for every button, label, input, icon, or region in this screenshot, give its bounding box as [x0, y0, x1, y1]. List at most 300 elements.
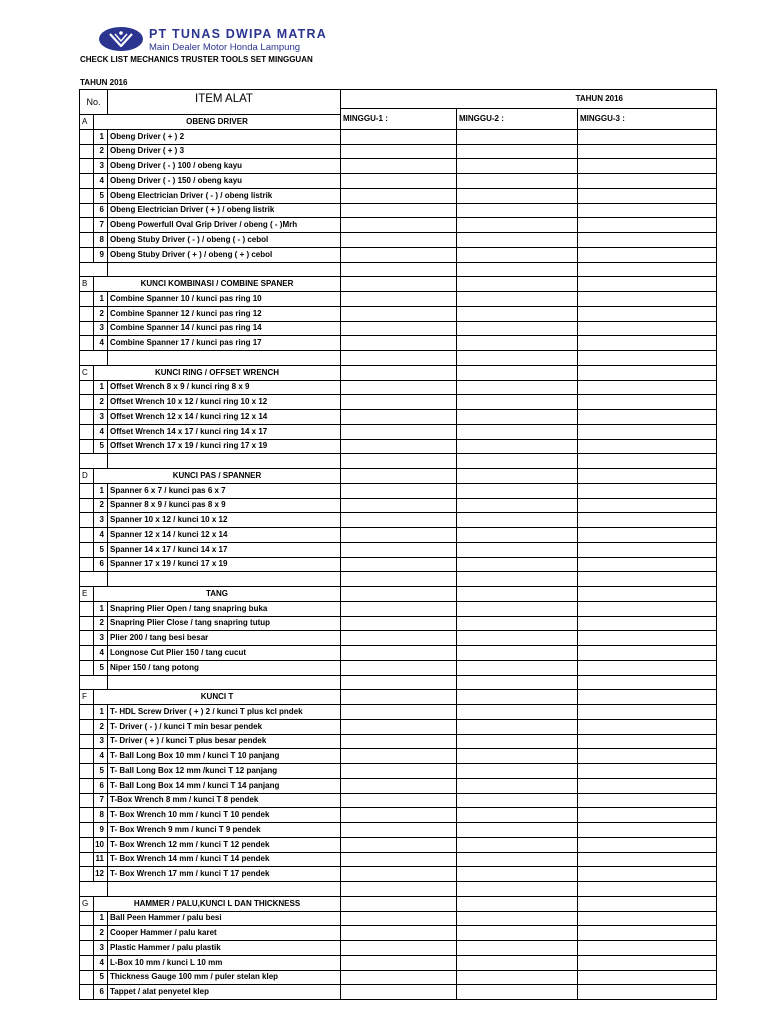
- week-2-cell[interactable]: [457, 823, 578, 838]
- week-2-cell[interactable]: [457, 852, 578, 867]
- week-1-cell[interactable]: [341, 675, 457, 690]
- week-2-cell[interactable]: [457, 631, 578, 646]
- week-2-cell[interactable]: [457, 395, 578, 410]
- week-3-cell[interactable]: [578, 926, 717, 941]
- blank-row: [80, 351, 717, 366]
- week-1-cell[interactable]: [341, 306, 457, 321]
- item-name: Obeng Stuby Driver ( - ) / obeng ( - ) cebol: [108, 233, 341, 248]
- week-1-cell[interactable]: [341, 705, 457, 720]
- table-row: [80, 380, 717, 395]
- table-row: [80, 778, 717, 793]
- table-row: [80, 439, 717, 454]
- week-3-cell[interactable]: [578, 247, 717, 262]
- item-number: 1: [94, 911, 108, 926]
- item-number: 3: [94, 941, 108, 956]
- table-row: [80, 616, 717, 631]
- item-number: 10: [94, 837, 108, 852]
- week-2-cell[interactable]: [457, 262, 578, 277]
- week-3-cell[interactable]: [578, 336, 717, 351]
- item-number: 6: [94, 557, 108, 572]
- table-row: [80, 424, 717, 439]
- week-1-cell[interactable]: [341, 365, 457, 380]
- week-1-cell[interactable]: [341, 882, 457, 897]
- item-number: 3: [94, 631, 108, 646]
- week-2-cell[interactable]: [457, 646, 578, 661]
- week-3-cell[interactable]: [578, 631, 717, 646]
- week-1-cell[interactable]: [341, 660, 457, 675]
- week-1-cell[interactable]: [341, 454, 457, 469]
- week-3-cell[interactable]: [578, 513, 717, 528]
- item-number: 2: [94, 306, 108, 321]
- week-2-cell[interactable]: [457, 528, 578, 543]
- blank-row: [80, 675, 717, 690]
- week-2-cell[interactable]: [457, 483, 578, 498]
- item-number: 1: [94, 705, 108, 720]
- week-1-cell[interactable]: [341, 852, 457, 867]
- week-3-cell[interactable]: [578, 292, 717, 307]
- table-row: [80, 513, 717, 528]
- row-spacer: [80, 483, 94, 498]
- week-3-cell[interactable]: [578, 424, 717, 439]
- table-row: [80, 188, 717, 203]
- row-spacer: [80, 233, 94, 248]
- section-letter: B: [80, 277, 94, 292]
- week-1-cell[interactable]: [341, 203, 457, 218]
- week-1-cell[interactable]: [341, 631, 457, 646]
- item-name: Spanner 6 x 7 / kunci pas 6 x 7: [108, 483, 341, 498]
- table-row: [80, 719, 717, 734]
- week-3-cell[interactable]: [578, 218, 717, 233]
- item-name: Combine Spanner 17 / kunci pas ring 17: [108, 336, 341, 351]
- week-2-cell[interactable]: [457, 587, 578, 602]
- row-spacer: [80, 926, 94, 941]
- week-1-cell[interactable]: [341, 985, 457, 1000]
- section-letter: G: [80, 896, 94, 911]
- week-1-cell[interactable]: [341, 601, 457, 616]
- section-letter: D: [80, 469, 94, 484]
- row-spacer: [80, 557, 94, 572]
- week-1-cell[interactable]: [341, 616, 457, 631]
- item-number: 2: [94, 395, 108, 410]
- table-row: [80, 233, 717, 248]
- item-name: Offset Wrench 10 x 12 / kunci ring 10 x 12: [108, 395, 341, 410]
- week-1-cell[interactable]: [341, 970, 457, 985]
- week-3-cell[interactable]: [578, 174, 717, 189]
- week-2-cell[interactable]: [457, 247, 578, 262]
- week-1-cell[interactable]: [341, 734, 457, 749]
- week-3-cell[interactable]: [578, 911, 717, 926]
- week-1-cell[interactable]: [341, 174, 457, 189]
- week-1-cell[interactable]: [341, 587, 457, 602]
- item-name: Offset Wrench 14 x 17 / kunci ring 14 x 17: [108, 424, 341, 439]
- item-name: Offset Wrench 8 x 9 / kunci ring 8 x 9: [108, 380, 341, 395]
- week-2-cell[interactable]: [457, 734, 578, 749]
- table-row: [80, 203, 717, 218]
- week-3-cell[interactable]: [578, 159, 717, 174]
- week-2-cell[interactable]: [457, 129, 578, 144]
- item-number: 8: [94, 808, 108, 823]
- week-3-cell[interactable]: [578, 985, 717, 1000]
- week-1-cell[interactable]: [341, 277, 457, 292]
- row-spacer: [80, 498, 94, 513]
- week-1-cell[interactable]: [341, 218, 457, 233]
- table-row: [80, 292, 717, 307]
- week-2-cell[interactable]: [457, 837, 578, 852]
- week-2-cell[interactable]: [457, 306, 578, 321]
- week-3-cell[interactable]: [578, 144, 717, 159]
- blank-row: [80, 882, 717, 897]
- week-2-cell[interactable]: [457, 188, 578, 203]
- item-number: 12: [94, 867, 108, 882]
- week-3-cell[interactable]: [578, 955, 717, 970]
- week-1-cell[interactable]: [341, 262, 457, 277]
- table-row: [80, 646, 717, 661]
- week-1-cell[interactable]: [341, 793, 457, 808]
- table-row: [80, 749, 717, 764]
- item-name: Combine Spanner 10 / kunci pas ring 10: [108, 292, 341, 307]
- week-1-cell[interactable]: [341, 557, 457, 572]
- week-3-cell[interactable]: [578, 970, 717, 985]
- table-row: [80, 793, 717, 808]
- section-title: KUNCI PAS / SPANNER: [94, 469, 341, 484]
- item-number: 2: [94, 616, 108, 631]
- item-name: T- Ball Long Box 14 mm / kunci T 14 panjang: [108, 778, 341, 793]
- week-2-cell[interactable]: [457, 675, 578, 690]
- row-spacer: [80, 985, 94, 1000]
- week-1-cell[interactable]: [341, 823, 457, 838]
- item-number: 2: [94, 926, 108, 941]
- week-2-cell[interactable]: [457, 498, 578, 513]
- row-spacer: [80, 292, 94, 307]
- week-1-cell[interactable]: [341, 410, 457, 425]
- week-2-cell[interactable]: [457, 233, 578, 248]
- week-1-cell[interactable]: [341, 159, 457, 174]
- week-2-cell[interactable]: [457, 778, 578, 793]
- week-3-cell[interactable]: [578, 646, 717, 661]
- week-1-cell[interactable]: [341, 542, 457, 557]
- item-name: T- HDL Screw Driver ( + ) 2 / kunci T plus kcl pndek: [108, 705, 341, 720]
- blank-cell: [80, 262, 108, 277]
- item-name: Snapring Plier Open / tang snapring buka: [108, 601, 341, 616]
- blank-row: [80, 454, 717, 469]
- week-2-cell[interactable]: [457, 690, 578, 705]
- week-1-cell[interactable]: [341, 247, 457, 262]
- week-3-cell[interactable]: [578, 351, 717, 366]
- week-1-cell[interactable]: [341, 719, 457, 734]
- week-1-cell[interactable]: [341, 955, 457, 970]
- week-2-cell[interactable]: [457, 380, 578, 395]
- table-row: [80, 129, 717, 144]
- week-1-cell[interactable]: [341, 498, 457, 513]
- table-row: [80, 557, 717, 572]
- week-3-cell[interactable]: [578, 188, 717, 203]
- row-spacer: [80, 159, 94, 174]
- week-3-cell[interactable]: [578, 719, 717, 734]
- week-1-cell[interactable]: [341, 926, 457, 941]
- week-3-cell[interactable]: [578, 823, 717, 838]
- week-3-cell[interactable]: [578, 365, 717, 380]
- week-3-cell[interactable]: [578, 203, 717, 218]
- week-1-cell[interactable]: [341, 483, 457, 498]
- item-name: Spanner 17 x 19 / kunci 17 x 19: [108, 557, 341, 572]
- week-2-cell[interactable]: [457, 218, 578, 233]
- week-2-cell[interactable]: [457, 793, 578, 808]
- row-spacer: [80, 749, 94, 764]
- section-header-row: [80, 690, 717, 705]
- table-row: [80, 867, 717, 882]
- table-row: [80, 808, 717, 823]
- week-3-cell[interactable]: [578, 306, 717, 321]
- item-number: 6: [94, 203, 108, 218]
- week-2-cell[interactable]: [457, 542, 578, 557]
- row-spacer: [80, 660, 94, 675]
- week-3-cell[interactable]: [578, 498, 717, 513]
- week-3-cell[interactable]: [578, 587, 717, 602]
- week-1-cell[interactable]: [341, 896, 457, 911]
- table-row: [80, 941, 717, 956]
- item-name: Tappet / alat penyetel klep: [108, 985, 341, 1000]
- week-2-cell[interactable]: [457, 616, 578, 631]
- week-3-cell[interactable]: [578, 483, 717, 498]
- week-2-cell[interactable]: [457, 985, 578, 1000]
- week-3-cell[interactable]: [578, 542, 717, 557]
- week-2-cell[interactable]: [457, 719, 578, 734]
- week-2-cell[interactable]: [457, 867, 578, 882]
- blank-cell: [80, 572, 108, 587]
- item-name: Plastic Hammer / palu plastik: [108, 941, 341, 956]
- week-3-cell[interactable]: [578, 277, 717, 292]
- item-name: Obeng Electrician Driver ( - ) / obeng listrik: [108, 188, 341, 203]
- section-letter: A: [80, 115, 94, 130]
- week-3-cell[interactable]: [578, 601, 717, 616]
- week-1-cell[interactable]: [341, 129, 457, 144]
- item-name: T- Driver ( + ) / kunci T plus besar pendek: [108, 734, 341, 749]
- item-number: 5: [94, 970, 108, 985]
- week-3-cell[interactable]: [578, 808, 717, 823]
- section-title: HAMMER / PALU,KUNCI L DAN THICKNESS: [94, 896, 341, 911]
- week-1-cell[interactable]: [341, 351, 457, 366]
- week-3-cell[interactable]: [578, 395, 717, 410]
- item-name: Longnose Cut Plier 150 / tang cucut: [108, 646, 341, 661]
- table-row: [80, 542, 717, 557]
- week-3-cell[interactable]: [578, 454, 717, 469]
- week-1-cell[interactable]: [341, 439, 457, 454]
- item-name: Spanner 14 x 17 / kunci 14 x 17: [108, 542, 341, 557]
- week-2-cell[interactable]: [457, 336, 578, 351]
- week-2-cell[interactable]: [457, 660, 578, 675]
- week-2-cell[interactable]: [457, 174, 578, 189]
- week-1-cell[interactable]: [341, 778, 457, 793]
- week-3-cell[interactable]: [578, 262, 717, 277]
- week-1-cell[interactable]: [341, 749, 457, 764]
- week-2-cell[interactable]: [457, 469, 578, 484]
- week-2-cell[interactable]: [457, 808, 578, 823]
- week-2-cell[interactable]: [457, 572, 578, 587]
- week-2-cell[interactable]: [457, 365, 578, 380]
- week-3-header: MINGGU-3 :: [578, 108, 717, 129]
- week-3-cell[interactable]: [578, 749, 717, 764]
- week-2-cell[interactable]: [457, 410, 578, 425]
- blank-cell: [80, 351, 108, 366]
- week-2-cell[interactable]: [457, 749, 578, 764]
- item-number: 3: [94, 513, 108, 528]
- item-name: Spanner 8 x 9 / kunci pas 8 x 9: [108, 498, 341, 513]
- week-2-cell[interactable]: [457, 926, 578, 941]
- week-3-cell[interactable]: [578, 867, 717, 882]
- item-number: 5: [94, 188, 108, 203]
- week-1-cell[interactable]: [341, 321, 457, 336]
- week-1-cell[interactable]: [341, 911, 457, 926]
- week-2-cell[interactable]: [457, 277, 578, 292]
- week-2-cell[interactable]: [457, 882, 578, 897]
- item-name: T- Driver ( - ) / kunci T min besar pendek: [108, 719, 341, 734]
- row-spacer: [80, 439, 94, 454]
- item-name: T-Box Wrench 8 mm / kunci T 8 pendek: [108, 793, 341, 808]
- week-2-cell[interactable]: [457, 203, 578, 218]
- week-2-cell[interactable]: [457, 351, 578, 366]
- row-spacer: [80, 174, 94, 189]
- week-2-cell[interactable]: [457, 896, 578, 911]
- item-number: 5: [94, 660, 108, 675]
- week-3-cell[interactable]: [578, 705, 717, 720]
- row-spacer: [80, 513, 94, 528]
- row-spacer: [80, 955, 94, 970]
- blank-cell: [108, 572, 341, 587]
- week-2-cell[interactable]: [457, 424, 578, 439]
- week-2-cell[interactable]: [457, 321, 578, 336]
- week-3-cell[interactable]: [578, 410, 717, 425]
- week-3-cell[interactable]: [578, 793, 717, 808]
- week-3-cell[interactable]: [578, 734, 717, 749]
- table-row: [80, 852, 717, 867]
- company-logo-icon: [98, 26, 144, 52]
- item-number: 5: [94, 439, 108, 454]
- week-3-cell[interactable]: [578, 469, 717, 484]
- week-3-cell[interactable]: [578, 675, 717, 690]
- week-1-cell[interactable]: [341, 336, 457, 351]
- item-number: 8: [94, 233, 108, 248]
- item-name: Offset Wrench 17 x 19 / kunci ring 17 x 19: [108, 439, 341, 454]
- week-3-cell[interactable]: [578, 941, 717, 956]
- section-letter: E: [80, 587, 94, 602]
- week-3-cell[interactable]: [578, 321, 717, 336]
- week-3-cell[interactable]: [578, 690, 717, 705]
- week-3-cell[interactable]: [578, 557, 717, 572]
- section-letter: C: [80, 365, 94, 380]
- week-2-cell[interactable]: [457, 144, 578, 159]
- blank-cell: [108, 675, 341, 690]
- item-name: Obeng Driver ( - ) 150 / obeng kayu: [108, 174, 341, 189]
- week-2-cell[interactable]: [457, 705, 578, 720]
- section-header-row: [80, 277, 717, 292]
- item-number: 6: [94, 985, 108, 1000]
- week-3-cell[interactable]: [578, 439, 717, 454]
- table-row: [80, 837, 717, 852]
- week-1-cell[interactable]: [341, 424, 457, 439]
- week-3-cell[interactable]: [578, 233, 717, 248]
- week-1-cell[interactable]: [341, 469, 457, 484]
- week-2-cell[interactable]: [457, 911, 578, 926]
- blank-row: [80, 262, 717, 277]
- week-1-cell[interactable]: [341, 837, 457, 852]
- week-2-cell[interactable]: [457, 970, 578, 985]
- week-2-cell[interactable]: [457, 941, 578, 956]
- week-1-cell[interactable]: [341, 188, 457, 203]
- week-1-cell[interactable]: [341, 867, 457, 882]
- week-3-cell[interactable]: [578, 660, 717, 675]
- week-3-cell[interactable]: [578, 778, 717, 793]
- week-2-cell[interactable]: [457, 454, 578, 469]
- item-name: Cooper Hammer / palu karet: [108, 926, 341, 941]
- week-3-cell[interactable]: [578, 616, 717, 631]
- item-number: 4: [94, 336, 108, 351]
- item-name: T- Box Wrench 9 mm / kunci T 9 pendek: [108, 823, 341, 838]
- blank-cell: [108, 882, 341, 897]
- row-spacer: [80, 616, 94, 631]
- checklist-table: [79, 89, 717, 1000]
- week-3-cell[interactable]: [578, 764, 717, 779]
- table-row: [80, 764, 717, 779]
- row-spacer: [80, 188, 94, 203]
- week-2-cell[interactable]: [457, 439, 578, 454]
- week-3-cell[interactable]: [578, 882, 717, 897]
- week-2-cell[interactable]: [457, 955, 578, 970]
- week-1-cell[interactable]: [341, 764, 457, 779]
- week-1-cell[interactable]: [341, 233, 457, 248]
- week-1-cell[interactable]: [341, 144, 457, 159]
- week-2-cell[interactable]: [457, 513, 578, 528]
- week-3-cell[interactable]: [578, 852, 717, 867]
- week-1-cell[interactable]: [341, 528, 457, 543]
- week-2-cell[interactable]: [457, 764, 578, 779]
- week-3-cell[interactable]: [578, 837, 717, 852]
- item-name: Spanner 12 x 14 / kunci 12 x 14: [108, 528, 341, 543]
- blank-cell: [80, 882, 108, 897]
- week-3-cell[interactable]: [578, 129, 717, 144]
- week-3-cell[interactable]: [578, 572, 717, 587]
- week-1-cell[interactable]: [341, 646, 457, 661]
- no-column-header: No.: [80, 90, 108, 115]
- week-2-cell[interactable]: [457, 292, 578, 307]
- table-row: [80, 970, 717, 985]
- item-number: 1: [94, 601, 108, 616]
- table-row: [80, 306, 717, 321]
- week-1-cell[interactable]: [341, 380, 457, 395]
- week-1-cell[interactable]: [341, 513, 457, 528]
- row-spacer: [80, 808, 94, 823]
- week-1-cell[interactable]: [341, 395, 457, 410]
- year-column-header: TAHUN 2016: [341, 90, 717, 109]
- week-1-cell[interactable]: [341, 690, 457, 705]
- item-number: 1: [94, 292, 108, 307]
- week-3-cell[interactable]: [578, 896, 717, 911]
- week-1-cell[interactable]: [341, 292, 457, 307]
- item-name: Ball Peen Hammer / palu besi: [108, 911, 341, 926]
- row-spacer: [80, 321, 94, 336]
- item-number: 4: [94, 424, 108, 439]
- week-2-cell[interactable]: [457, 159, 578, 174]
- week-1-cell[interactable]: [341, 808, 457, 823]
- week-1-cell[interactable]: [341, 572, 457, 587]
- row-spacer: [80, 336, 94, 351]
- week-3-cell[interactable]: [578, 528, 717, 543]
- section-title: KUNCI KOMBINASI / COMBINE SPANER: [94, 277, 341, 292]
- week-2-cell[interactable]: [457, 557, 578, 572]
- week-2-cell[interactable]: [457, 601, 578, 616]
- week-1-cell[interactable]: [341, 941, 457, 956]
- week-3-cell[interactable]: [578, 380, 717, 395]
- item-number: 1: [94, 380, 108, 395]
